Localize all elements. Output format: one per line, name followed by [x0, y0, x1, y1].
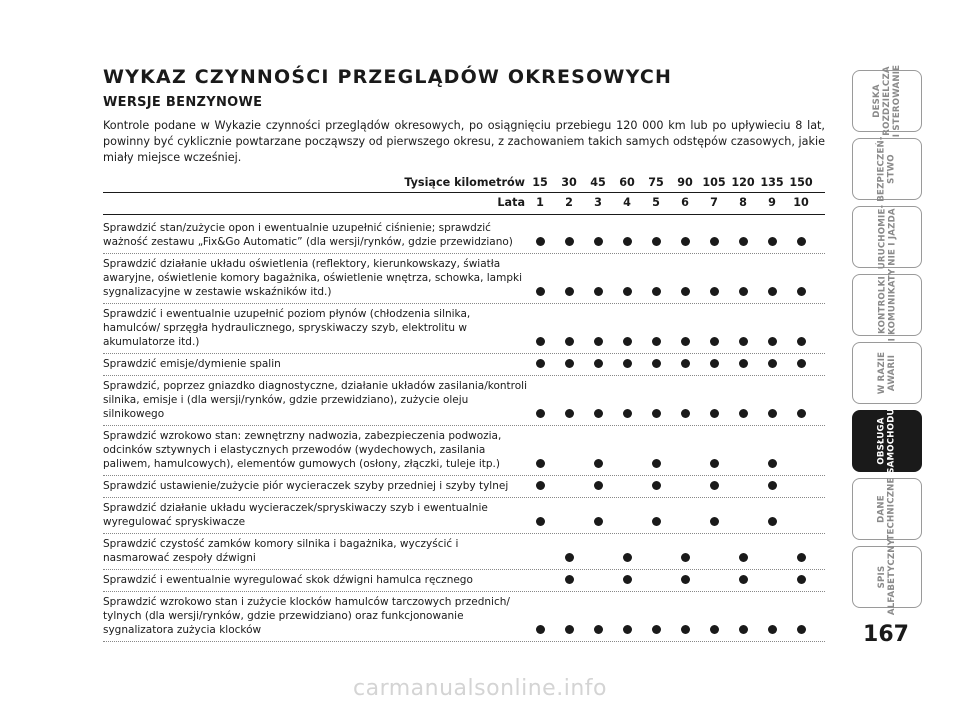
- chapter-tab[interactable]: [852, 538, 922, 616]
- check-dot: [652, 517, 661, 526]
- check-dot: [739, 409, 748, 418]
- task-description: Sprawdzić działanie układu oświetlenia (reflektory, kierunkowskazy, światła awaryjne, oświetlenie komory bagażnika, oświetlenie wnętrza, schowka, lampki sygnalizacyjne w zestawie wskaźników itd.): [103, 258, 522, 298]
- table-row: [103, 376, 825, 426]
- check-dot: [768, 481, 777, 490]
- check-dot: [594, 237, 603, 246]
- check-dot: [652, 481, 661, 490]
- check-dot: [797, 625, 806, 634]
- chapter-tab-label: OBSŁUGA SAMOCHODU: [876, 408, 897, 474]
- year-value: 4: [623, 196, 631, 209]
- year-value: 6: [681, 196, 689, 209]
- table-row: [103, 304, 825, 354]
- check-dot: [681, 237, 690, 246]
- year-value: 8: [739, 196, 747, 209]
- check-dot: [710, 237, 719, 246]
- check-dot: [768, 409, 777, 418]
- check-dot: [739, 237, 748, 246]
- check-dot: [565, 553, 574, 562]
- check-dot: [797, 575, 806, 584]
- year-value: 1: [536, 196, 544, 209]
- check-dot: [594, 481, 603, 490]
- task-description: Sprawdzić emisje/dymienie spalin: [103, 358, 281, 370]
- chapter-tab-label: DESKA ROZDZIELCZA I STEROWANIE: [872, 64, 903, 138]
- table-row: [103, 498, 825, 534]
- task-description: Sprawdzić czystość zamków komory silnika i bagażnika, wyczyścić i nasmarować zespoły dźwigni: [103, 538, 459, 564]
- check-dot: [797, 409, 806, 418]
- year-value: 2: [565, 196, 573, 209]
- check-dot: [710, 459, 719, 468]
- year-value: 10: [793, 196, 809, 209]
- check-dot: [768, 459, 777, 468]
- year-value: 7: [710, 196, 718, 209]
- check-dot: [565, 575, 574, 584]
- check-dot: [623, 337, 632, 346]
- year-value: 3: [594, 196, 602, 209]
- km-header-label: Tysiące kilometrów: [404, 176, 525, 189]
- check-dot: [536, 337, 545, 346]
- check-dot: [536, 517, 545, 526]
- check-dot: [652, 237, 661, 246]
- check-dot: [710, 287, 719, 296]
- check-dot: [739, 575, 748, 584]
- maintenance-table: [103, 218, 825, 642]
- page-title: WYKAZ CZYNNOŚCI PRZEGLĄDÓW OKRESOWYCH: [103, 66, 673, 88]
- km-value: 30: [561, 176, 577, 189]
- check-dot: [681, 409, 690, 418]
- check-dot: [565, 337, 574, 346]
- km-value: 90: [677, 176, 693, 189]
- check-dot: [710, 481, 719, 490]
- km-value: 120: [731, 176, 755, 189]
- intro-paragraph: Kontrole podane w Wykazie czynności przeglądów okresowych, po osiągnięciu przebiegu 120 000 km lub po upływieciu 8 lat, powinny być cyklicznie powtarzane począwszy od pierwszego okresu, z zachowaniem takich samych odstępów czasowych, jakie miały miejsce wcześniej.: [103, 119, 825, 164]
- check-dot: [536, 481, 545, 490]
- check-dot: [652, 287, 661, 296]
- check-dot: [681, 287, 690, 296]
- check-dot: [652, 625, 661, 634]
- check-dot: [797, 287, 806, 296]
- check-dot: [594, 517, 603, 526]
- section-subtitle: WERSJE BENZYNOWE: [103, 95, 263, 110]
- chapter-tab-label: SPIS ALFABETYCZNY: [877, 538, 897, 616]
- chapter-tab-label: URUCHOMIE- NIE I JAZDA: [876, 204, 897, 270]
- task-description: Sprawdzić wzrokowo stan i zużycie klocków hamulców tarczowych przednich/ tylnych (dla wersji/rynków, gdzie przewidziano) oraz funkcjonowanie sygnalizatora zużycia klocków: [103, 596, 510, 636]
- check-dot: [652, 459, 661, 468]
- km-value: 15: [532, 176, 548, 189]
- chapter-tab[interactable]: [852, 410, 922, 472]
- check-dot: [536, 287, 545, 296]
- check-dot: [739, 359, 748, 368]
- check-dot: [739, 287, 748, 296]
- check-dot: [681, 625, 690, 634]
- check-dot: [739, 625, 748, 634]
- chapter-tab-label: KONTROLKI I KOMUNIKATY: [877, 268, 898, 342]
- chapter-tab-label: W RAZIE AWARII: [876, 351, 897, 395]
- check-dot: [623, 237, 632, 246]
- watermark: carmanualsonline.info: [353, 676, 607, 701]
- check-dot: [623, 553, 632, 562]
- check-dot: [710, 625, 719, 634]
- table-row: [103, 592, 825, 642]
- check-dot: [739, 553, 748, 562]
- table-row: [103, 570, 825, 592]
- chapter-tab[interactable]: [852, 342, 922, 404]
- km-value: 60: [619, 176, 635, 189]
- check-dot: [536, 459, 545, 468]
- chapter-tab[interactable]: [852, 206, 922, 268]
- check-dot: [623, 625, 632, 634]
- check-dot: [594, 409, 603, 418]
- check-dot: [652, 359, 661, 368]
- year-value: 5: [652, 196, 660, 209]
- table-row: [103, 426, 825, 476]
- check-dot: [536, 359, 545, 368]
- check-dot: [536, 625, 545, 634]
- page-number: 167: [863, 622, 909, 647]
- table-top-rule: [103, 214, 825, 215]
- task-description: Sprawdzić działanie układu wycieraczek/spryskiwaczy szyb i ewentualnie wyregulować spryskiwacze: [103, 502, 488, 528]
- check-dot: [797, 359, 806, 368]
- km-value: 105: [702, 176, 726, 189]
- check-dot: [739, 337, 748, 346]
- check-dot: [768, 625, 777, 634]
- check-dot: [710, 359, 719, 368]
- years-header-label: Lata: [497, 196, 525, 209]
- table-row: [103, 534, 825, 570]
- table-row: [103, 476, 825, 498]
- check-dot: [768, 237, 777, 246]
- check-dot: [768, 517, 777, 526]
- check-dot: [565, 237, 574, 246]
- table-row: [103, 218, 825, 254]
- chapter-tab[interactable]: [852, 138, 922, 200]
- check-dot: [710, 337, 719, 346]
- check-dot: [681, 337, 690, 346]
- chapter-tab[interactable]: [852, 268, 922, 342]
- check-dot: [681, 553, 690, 562]
- check-dot: [594, 287, 603, 296]
- check-dot: [652, 337, 661, 346]
- check-dot: [623, 409, 632, 418]
- check-dot: [797, 337, 806, 346]
- check-dot: [797, 553, 806, 562]
- check-dot: [536, 237, 545, 246]
- check-dot: [652, 409, 661, 418]
- year-value: 9: [768, 196, 776, 209]
- task-description: Sprawdzić, poprzez gniazdko diagnostyczne, działanie układów zasilania/kontroli silnika, emisje i (dla wersji/rynków, gdzie przewidziano), zużycie oleju silnikowego: [103, 380, 528, 420]
- check-dot: [623, 359, 632, 368]
- check-dot: [710, 409, 719, 418]
- check-dot: [565, 287, 574, 296]
- chapter-tab[interactable]: [852, 64, 922, 138]
- table-row: [103, 254, 825, 304]
- task-description: Sprawdzić i ewentualnie uzupełnić poziom płynów (chłodzenia silnika, hamulców/ sprzęgła hydraulicznego, spryskiwaczy szyb, elektrolitu w akumulatorze itd.): [103, 308, 471, 348]
- check-dot: [768, 337, 777, 346]
- check-dot: [536, 409, 545, 418]
- check-dot: [768, 359, 777, 368]
- check-dot: [565, 625, 574, 634]
- task-description: Sprawdzić stan/zużycie opon i ewentualnie uzupełnić ciśnienie; sprawdzić ważność zestawu „Fix&Go Automatic” (dla wersji/rynków, gdzie przewidziano): [103, 222, 513, 248]
- check-dot: [594, 337, 603, 346]
- km-header-row: [103, 173, 825, 193]
- years-header-row: [103, 193, 825, 213]
- km-value: 45: [590, 176, 606, 189]
- chapter-tab-label: DANE TECHNICZNE: [876, 477, 897, 541]
- check-dot: [623, 287, 632, 296]
- check-dot: [797, 237, 806, 246]
- task-description: Sprawdzić i ewentualnie wyregulować skok dźwigni hamulca ręcznego: [103, 574, 473, 586]
- check-dot: [710, 517, 719, 526]
- check-dot: [768, 287, 777, 296]
- table-row: [103, 354, 825, 376]
- km-value: 135: [760, 176, 784, 189]
- check-dot: [681, 575, 690, 584]
- check-dot: [594, 625, 603, 634]
- chapter-tab[interactable]: [852, 478, 922, 540]
- km-value: 150: [789, 176, 813, 189]
- task-description: Sprawdzić wzrokowo stan: zewnętrzny nadwozia, zabezpieczenia podwozia, odcinków sztywnych i elastycznych przewodów (wydechowych, zasilania paliwem, hamulcowych), elementów gumowych (osłony, złączki, tuleje itp.): [103, 430, 502, 470]
- check-dot: [594, 359, 603, 368]
- check-dot: [623, 575, 632, 584]
- km-value: 75: [648, 176, 664, 189]
- task-description: Sprawdzić ustawienie/zużycie piór wycieraczek szyby przedniej i szyby tylnej: [103, 480, 509, 492]
- check-dot: [594, 459, 603, 468]
- check-dot: [565, 409, 574, 418]
- check-dot: [681, 359, 690, 368]
- chapter-tab-label: BEZPIECZEŃ- STWO: [876, 136, 897, 202]
- check-dot: [565, 359, 574, 368]
